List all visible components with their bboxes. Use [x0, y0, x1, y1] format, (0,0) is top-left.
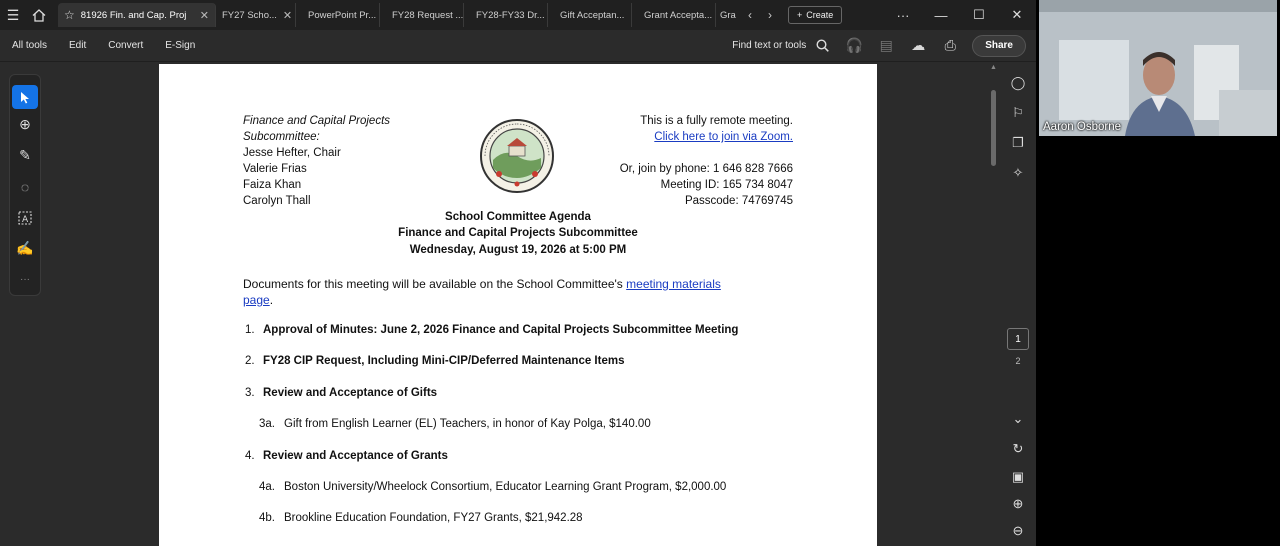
tab-label: Gra — [720, 9, 736, 21]
town-seal-logo — [479, 118, 555, 194]
member-name: Valerie Frias — [243, 163, 307, 175]
committee-heading-line2: Subcommittee: — [243, 131, 320, 143]
agenda-item-text: Gift from English Learner (EL) Teachers, in honor of Kay Polga, $140.00 — [284, 418, 651, 430]
agenda-date: Wednesday, August 19, 2026 at 5:00 PM — [409, 244, 627, 256]
meeting-materials-link[interactable]: meeting materials — [626, 277, 721, 291]
left-tool-rail — [9, 74, 41, 296]
highlight-pen-icon[interactable]: ✎ — [19, 147, 31, 163]
chevron-right-icon[interactable]: › — [768, 8, 772, 22]
member-name: Jesse Hefter, Chair — [243, 147, 341, 159]
period: . — [269, 293, 274, 307]
find-text-or-tools[interactable]: Find text or tools — [732, 40, 807, 51]
document-canvas[interactable] — [45, 62, 990, 546]
close-tab-icon[interactable]: ✕ — [199, 9, 209, 22]
chevron-down-icon[interactable]: ⌄ — [1012, 411, 1024, 426]
agenda-item-number: 1. — [245, 324, 255, 336]
pdf-page — [159, 64, 877, 546]
meeting-id: Meeting ID: 165 734 8047 — [660, 179, 793, 191]
documents-note-cont — [243, 292, 273, 308]
close-window-icon[interactable]: ✕ — [1011, 7, 1023, 22]
maximize-icon[interactable]: ☐ — [973, 7, 985, 22]
read-aloud-icon[interactable]: 🎧 — [845, 37, 863, 53]
agenda-item-number: 4a. — [259, 481, 275, 493]
tab-fy28-request[interactable] — [380, 3, 464, 27]
bookmark-icon[interactable]: ⚐ — [1012, 105, 1024, 120]
more-options-icon[interactable]: ··· — [896, 7, 910, 23]
agenda-item-number: 4b. — [259, 512, 275, 524]
print-icon[interactable]: ⎙ — [944, 37, 956, 53]
participant-video-feed — [1039, 0, 1277, 136]
right-tool-rail — [1000, 62, 1036, 546]
total-pages: 2 — [1015, 356, 1021, 366]
tab-label: Gift Acceptan... — [560, 9, 625, 21]
create-label: Create — [806, 10, 834, 20]
agenda-title: School Committee Agenda — [445, 211, 591, 223]
agenda-subtitle: Finance and Capital Projects Subcommittee — [398, 227, 638, 239]
scroll-up-icon[interactable]: ▲ — [990, 64, 997, 71]
tab-gift-acceptance[interactable] — [548, 3, 632, 27]
committee-heading-line1: Finance and Capital Projects — [243, 115, 391, 127]
copy-pages-icon[interactable]: ❐ — [1012, 135, 1024, 150]
agenda-item-number: 3a. — [259, 418, 275, 430]
zoom-out-icon[interactable]: ⊖ — [1012, 523, 1024, 538]
search-icon[interactable] — [806, 30, 838, 62]
tab-bar — [0, 0, 1036, 30]
remote-meeting-note: This is a fully remote meeting. — [640, 115, 793, 127]
agenda-item — [259, 510, 583, 526]
agenda-item-text: FY28 CIP Request, Including Mini-CIP/Deferred Maintenance Items — [263, 355, 625, 367]
agenda-item — [245, 322, 738, 338]
home-icon[interactable] — [26, 0, 52, 30]
agenda-item-text: Review and Acceptance of Grants — [263, 450, 448, 462]
agenda-item-text: Approval of Minutes: June 2, 2026 Finance and Capital Projects Subcommittee Meeting — [263, 324, 739, 336]
add-comment-icon[interactable]: ⊕ — [19, 116, 31, 132]
agenda-item — [259, 416, 651, 432]
video-call-panel — [1036, 0, 1280, 546]
plus-icon: + — [797, 10, 803, 20]
cloud-upload-icon[interactable]: ☁ — [911, 37, 926, 53]
current-page-number[interactable]: 1 — [1007, 328, 1029, 350]
tab-label: FY28-FY33 Dr... — [476, 9, 545, 21]
scroll-thumb[interactable] — [991, 90, 996, 166]
tab-label: FY27 Scho... — [222, 9, 277, 21]
participant-video-tile[interactable] — [1039, 0, 1277, 136]
chevron-left-icon[interactable]: ‹ — [748, 8, 752, 22]
tab-fy28-fy33[interactable] — [464, 3, 548, 27]
agenda-item — [245, 353, 624, 369]
agenda-item-text: Boston University/Wheelock Consortium, Educator Learning Grant Program, $2,000.00 — [284, 481, 727, 493]
member-name: Faiza Khan — [243, 179, 302, 191]
close-tab-icon[interactable]: ✕ — [282, 9, 293, 22]
zoom-join-link[interactable]: Click here to join via Zoom. — [654, 131, 793, 143]
text-box-icon[interactable] — [10, 202, 40, 233]
meeting-passcode: Passcode: 74769745 — [684, 195, 793, 207]
agenda-item — [259, 479, 726, 495]
zoom-in-icon[interactable]: ⊕ — [1012, 496, 1024, 511]
agenda-item-number: 3. — [245, 387, 255, 399]
agenda-item — [245, 448, 448, 464]
ai-assistant-icon[interactable]: ✧ — [1012, 165, 1024, 180]
tab-grant-acceptance[interactable] — [632, 3, 716, 27]
agenda-item — [245, 385, 437, 401]
tab-grant-partial[interactable] — [716, 3, 740, 27]
tab-label: 81926 Fin. and Cap. Proj — [80, 9, 187, 21]
agenda-item-number: 4. — [245, 450, 255, 462]
meeting-materials-link-cont[interactable]: page — [243, 293, 270, 307]
member-name: Carolyn Thall — [243, 195, 311, 207]
refresh-icon[interactable]: ↻ — [1012, 441, 1024, 456]
menu-esign[interactable]: E-Sign — [165, 40, 196, 51]
menu-edit[interactable]: Edit — [69, 40, 87, 51]
documents-text: Documents for this meeting will be available on the School Committee's — [243, 277, 623, 291]
star-icon[interactable]: ☆ — [64, 8, 75, 22]
documents-note — [243, 276, 721, 292]
create-button[interactable] — [788, 6, 842, 24]
tab-label: PowerPoint Pr... — [308, 9, 377, 21]
more-tools-icon[interactable]: ··· — [20, 274, 30, 285]
tab-active-document[interactable] — [58, 3, 216, 27]
participant-name-label: Aaron Osborne — [1043, 121, 1121, 133]
save-icon[interactable]: ▤ — [879, 37, 893, 53]
select-cursor-icon[interactable] — [12, 85, 38, 109]
tab-powerpoint[interactable] — [296, 3, 380, 27]
fill-sign-icon[interactable]: ✍ — [16, 240, 34, 256]
phone-dial-in: Or, join by phone: 1 646 828 7666 — [619, 163, 793, 175]
agenda-item-text: Review and Acceptance of Gifts — [263, 387, 438, 399]
agenda-item-number: 2. — [245, 355, 255, 367]
hamburger-menu-icon[interactable]: ☰ — [6, 6, 20, 23]
page-fit-icon[interactable]: ▣ — [1011, 469, 1025, 484]
main-toolbar — [0, 30, 1036, 62]
comment-icon[interactable]: ◯ — [1010, 75, 1026, 90]
agenda-item-text: Brookline Education Foundation, FY27 Grants, $21,942.28 — [284, 512, 583, 524]
share-button[interactable]: Share — [972, 35, 1026, 57]
menu-all-tools[interactable]: All tools — [12, 40, 48, 51]
minimize-icon[interactable]: — — [934, 7, 948, 23]
tab-label: Grant Accepta... — [644, 9, 713, 21]
menu-convert[interactable]: Convert — [108, 40, 144, 51]
tab-fy27-school[interactable] — [216, 3, 296, 27]
draw-lasso-icon[interactable]: ◌ — [20, 178, 30, 195]
vertical-scrollbar[interactable] — [989, 62, 999, 546]
tab-label: FY28 Request ... — [392, 9, 464, 21]
svg-text:A: A — [22, 214, 29, 225]
